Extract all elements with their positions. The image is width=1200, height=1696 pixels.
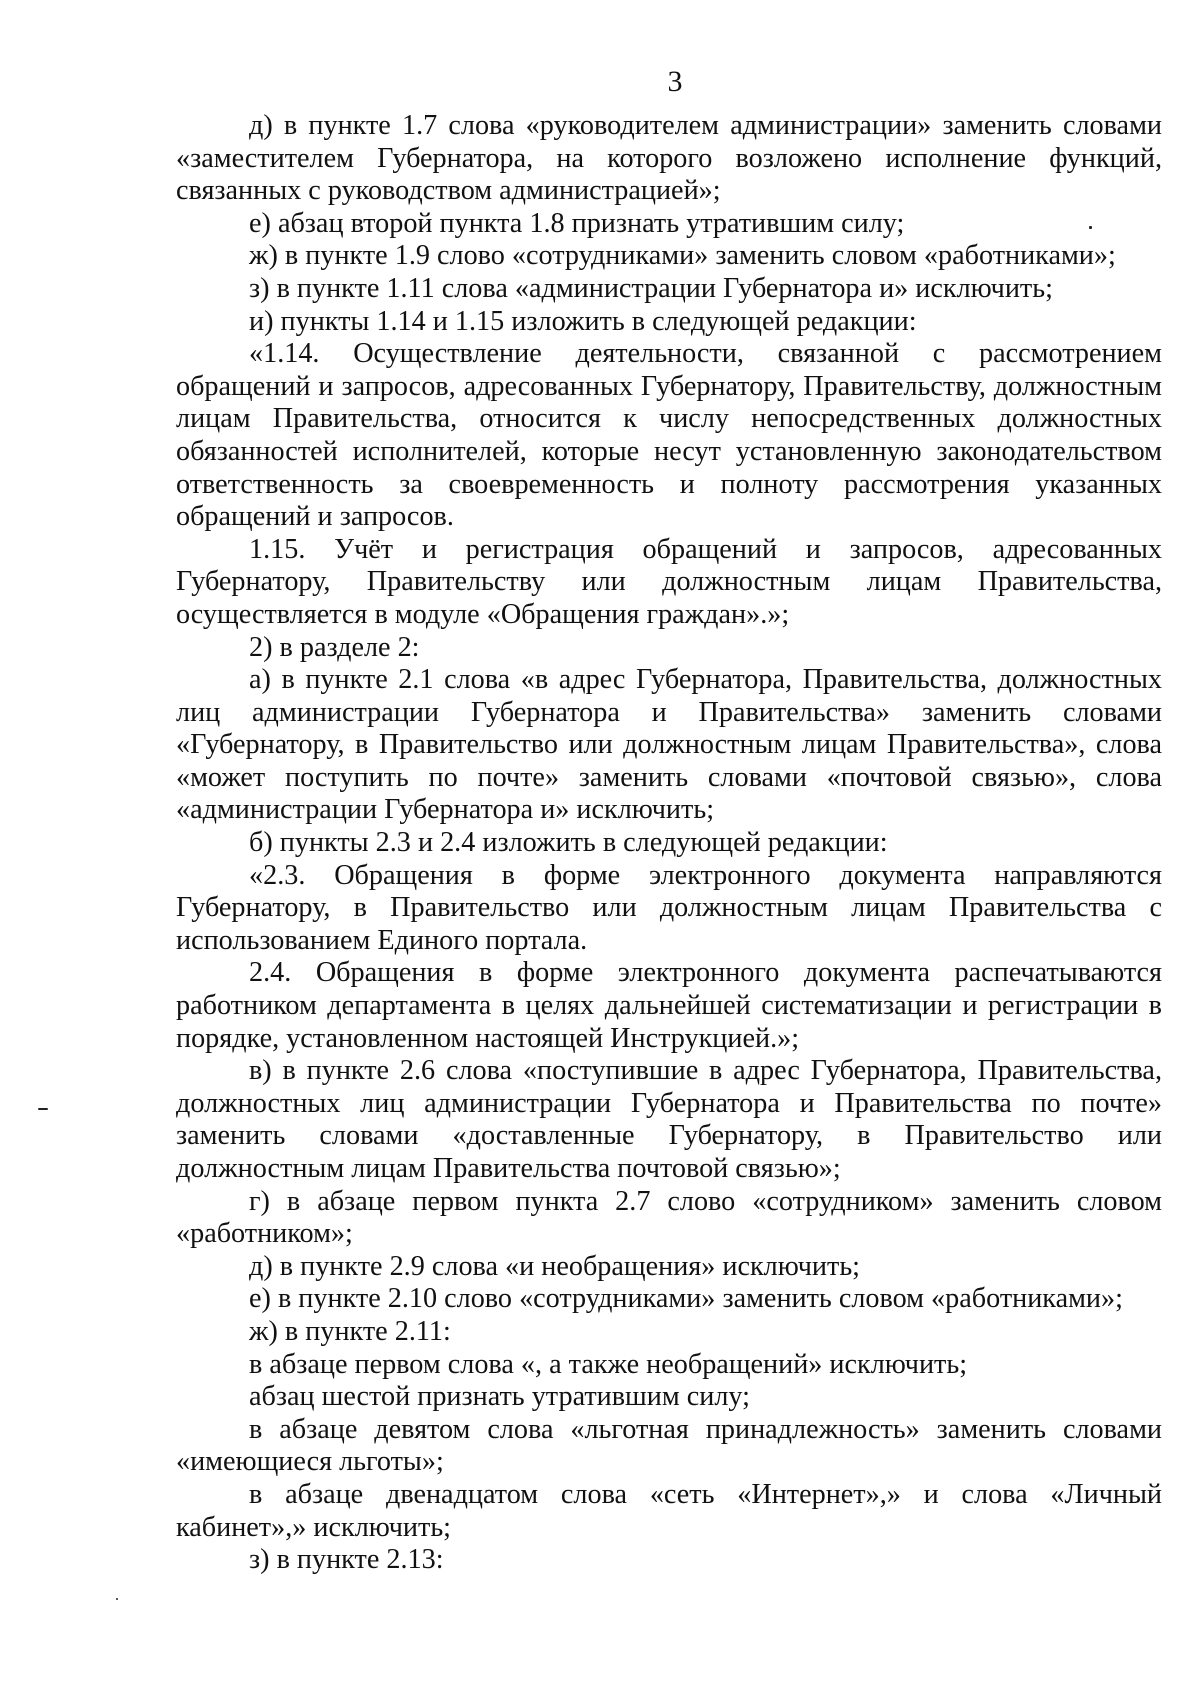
paragraph-1-9-amendment: ж) в пункте 1.9 слово «сотрудниками» заменить словом «работниками»;: [249, 240, 1116, 272]
paragraph-2-3-text: «2.3. Обращения в форме электронного документа направляются Губернатору, в Правительство или должностным лицам Правительства с использованием Единого портала.: [176, 859, 1162, 956]
scan-speck-right: [1089, 226, 1092, 229]
paragraph-2-11-ninth-abzac: в абзаце девятом слова «льготная принадлежность» заменить словами «имеющиеся льготы»;: [176, 1413, 1162, 1478]
paragraph-2-11-intro: ж) в пункте 2.11:: [249, 1315, 451, 1347]
page-number: 3: [667, 65, 683, 98]
paragraph-2-11-first-abzac: в абзаце первом слова «, а также необращений» исключить;: [249, 1348, 968, 1380]
paragraph-2-1-amendment: а) в пункте 2.1 слова «в адрес Губернатора, Правительства, должностных лиц администрации Губернатора и Правительства» заменить словами «Губернатору, в Правительство или должностным лицам Правительства», слова «может поступить по почте» заменить словами «почтовой связью», слова «администрации Губернатора и» исключить;: [176, 664, 1162, 826]
paragraph-2-9-amendment: д) в пункте 2.9 слова «и необращения» исключить;: [249, 1250, 860, 1282]
paragraph-2-10-amendment: е) в пункте 2.10 слово «сотрудниками» заменить словом «работниками»;: [249, 1283, 1123, 1315]
paragraph-1-15-text: 1.15. Учёт и регистрация обращений и запросов, адресованных Губернатору, Правительству или должностным лицам Правительства, осуществляется в модуле «Обращения граждан».»;: [176, 533, 1162, 630]
section-2-heading: 2) в разделе 2:: [249, 631, 420, 663]
paragraph-2-13-intro: з) в пункте 2.13:: [249, 1544, 444, 1576]
paragraph-1-14-1-15-intro: и) пункты 1.14 и 1.15 изложить в следующей редакции:: [249, 305, 917, 337]
paragraph-2-3-2-4-intro: б) пункты 2.3 и 2.4 изложить в следующей редакции:: [249, 827, 888, 859]
document-body: [176, 110, 1162, 1577]
paragraph-2-7-amendment: г) в абзаце первом пункта 2.7 слово «сотрудником» заменить словом «работником»;: [176, 1185, 1162, 1250]
paragraph-1-14-text: «1.14. Осуществление деятельности, связанной с рассмотрением обращений и запросов, адресованных Губернатору, Правительству, должностным лицам Правительства, относится к числу непосредственных должностных обязанностей исполнителей, которые несут установленную законодательством ответственность за своевременность и полноту рассмотрения указанных обращений и запросов.: [176, 338, 1162, 533]
paragraph-2-11-sixth-abzac: абзац шестой признать утратившим силу;: [249, 1381, 750, 1413]
paragraph-1-7-amendment: д) в пункте 1.7 слова «руководителем администрации» заменить словами «заместителем Губернатора, на которого возложено исполнение функций, связанных с руководством администрацией»;: [176, 110, 1162, 207]
paragraph-1-8-amendment: е) абзац второй пункта 1.8 признать утратившим силу;: [249, 207, 905, 239]
paragraph-2-6-amendment: в) в пункте 2.6 слова «поступившие в адрес Губернатора, Правительства, должностных лиц администрации Губернатора и Правительства по почте» заменить словами «доставленные Губернатору, в Правительство или должностным лицам Правительства почтовой связью»;: [176, 1055, 1162, 1184]
paragraph-2-4-text: 2.4. Обращения в форме электронного документа распечатываются работником департамента в целях дальнейшей систематизации и регистрации в порядке, установленном настоящей Инструкцией.»;: [176, 957, 1162, 1054]
paragraph-2-11-twelfth-abzac: в абзаце двенадцатом слова «сеть «Интернет»,» и слова «Личный кабинет»,» исключить;: [176, 1478, 1162, 1543]
scan-speck-left: [38, 1108, 48, 1110]
scan-speck-bottom: [116, 1598, 118, 1600]
paragraph-1-11-amendment: з) в пункте 1.11 слова «администрации Губернатора и» исключить;: [249, 272, 1053, 304]
